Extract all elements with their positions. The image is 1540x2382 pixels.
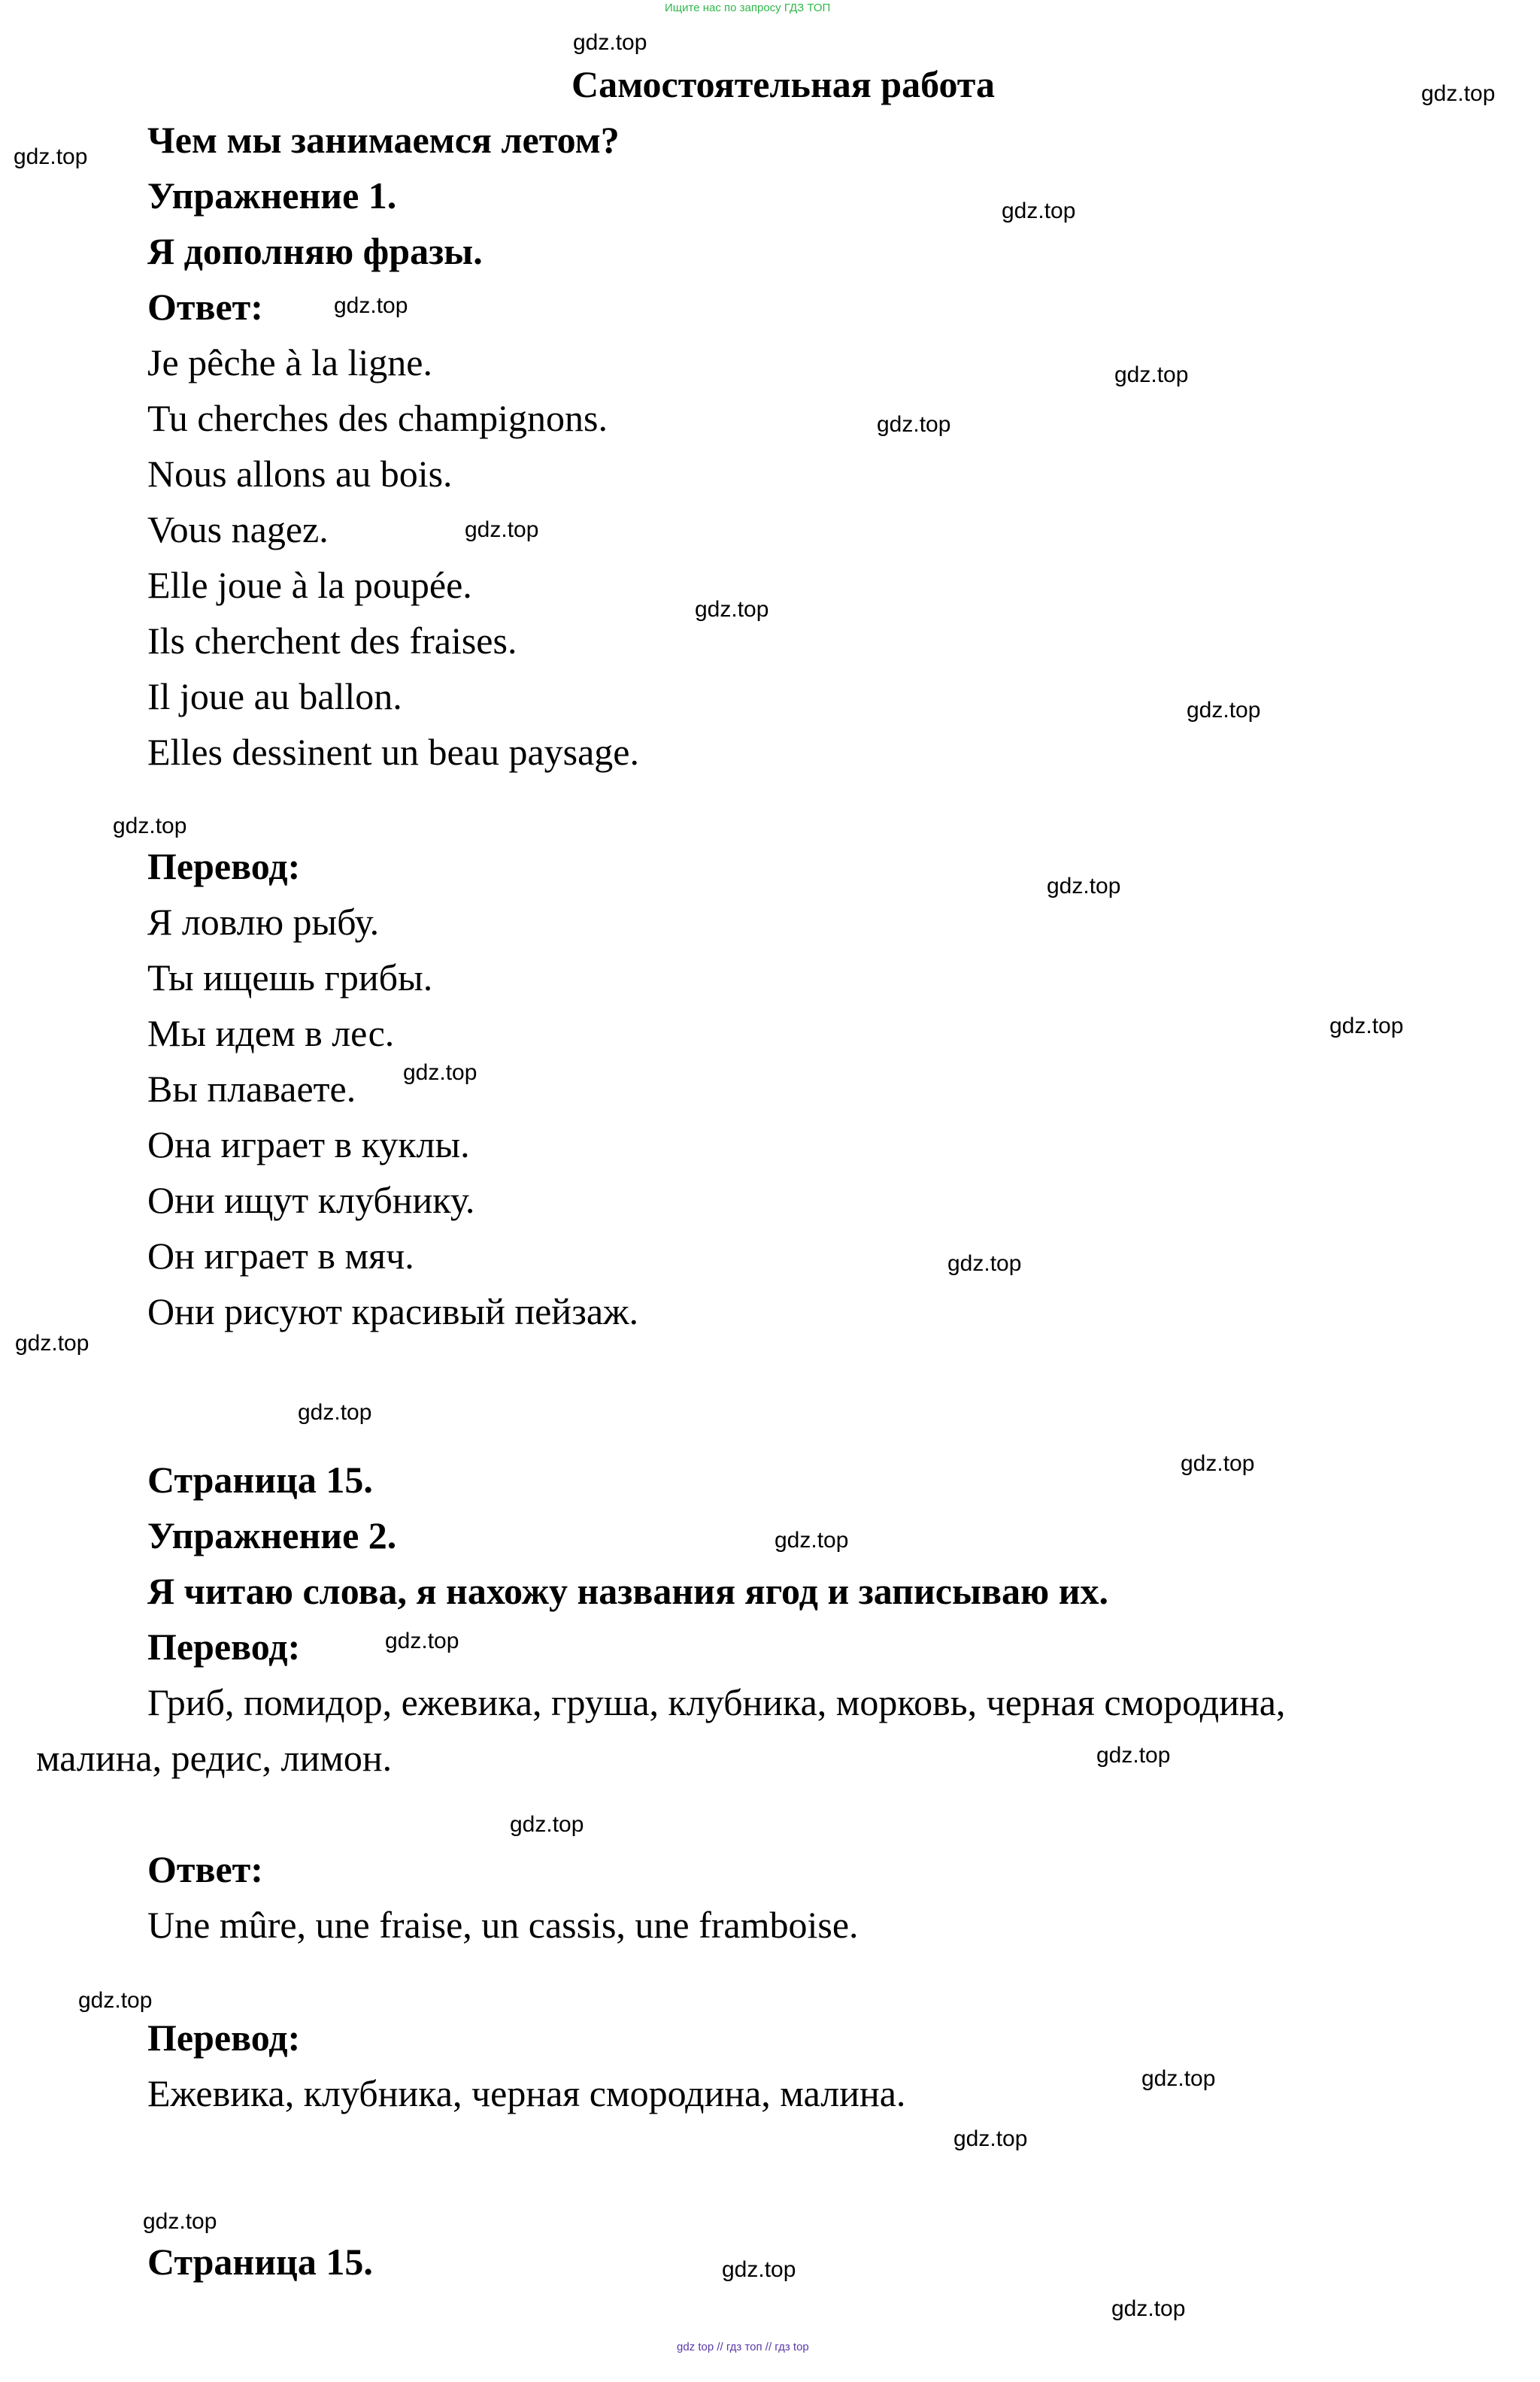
watermark: gdz.top (1002, 198, 1076, 223)
watermark: gdz.top (1096, 1743, 1171, 1768)
translation-line: Ты ищешь грибы. (147, 956, 433, 999)
translation-line: Он играет в мяч. (147, 1235, 414, 1277)
watermark: gdz.top (1187, 698, 1261, 723)
watermark: gdz.top (465, 517, 539, 542)
watermark: gdz.top (775, 1528, 849, 1553)
exercise1-translation-label: Перевод: (147, 845, 301, 887)
watermark: gdz.top (1114, 362, 1189, 387)
watermark: gdz.top (385, 1629, 459, 1653)
topic-heading: Чем мы занимаемся летом? (147, 119, 620, 161)
watermark: gdz.top (1181, 1451, 1255, 1476)
answer-line: Il joue au ballon. (147, 675, 402, 717)
watermark: gdz.top (403, 1060, 477, 1085)
exercise2-translation2: Ежевика, клубника, черная смородина, малина. (147, 2072, 906, 2114)
watermark: gdz.top (1141, 2066, 1216, 2091)
exercise2-translation2-label: Перевод: (147, 2017, 301, 2059)
next-page-label: Страница 15. (147, 2241, 373, 2283)
exercise1-task: Я дополняю фразы. (147, 230, 483, 272)
words-line: малина, редис, лимон. (36, 1737, 393, 1779)
page-label: Страница 15. (147, 1459, 373, 1501)
watermark: gdz.top (14, 144, 88, 169)
exercise2-answer: Une mûre, une fraise, un cassis, une framboise. (147, 1904, 859, 1946)
top-banner: Ищите нас по запросу ГДЗ ТОП (665, 2, 831, 14)
translation-line: Они ищут клубнику. (147, 1179, 475, 1221)
translation-line: Они рисуют красивый пейзаж. (147, 1290, 639, 1332)
exercise1-label: Упражнение 1. (147, 174, 397, 217)
answer-line: Ils cherchent des fraises. (147, 620, 517, 662)
answer-line: Vous nagez. (147, 508, 329, 550)
watermark: gdz.top (1111, 2296, 1186, 2321)
watermark: gdz.top (113, 814, 187, 838)
watermark: gdz.top (298, 1400, 372, 1425)
watermark: gdz.top (877, 412, 951, 437)
answer-line: Elle joue à la poupée. (147, 564, 472, 606)
watermark: gdz.top (722, 2257, 796, 2282)
watermark: gdz.top (953, 2126, 1028, 2151)
watermark: gdz.top (1329, 1014, 1404, 1038)
exercise2-label: Упражнение 2. (147, 1514, 397, 1556)
watermark: gdz.top (573, 30, 647, 55)
watermark: gdz.top (78, 1988, 153, 2013)
answer-line: Je pêche à la ligne. (147, 341, 432, 383)
exercise1-answer-label: Ответ: (147, 286, 263, 328)
words-line: Гриб, помидор, ежевика, груша, клубника, морковь, черная смородина, (147, 1681, 1286, 1723)
answer-line: Tu cherches des champignons. (147, 397, 608, 439)
watermark: gdz.top (510, 1812, 584, 1837)
page-title: Самостоятельная работа (571, 63, 995, 105)
translation-line: Я ловлю рыбу. (147, 901, 380, 943)
watermark: gdz.top (695, 597, 769, 622)
watermark: gdz.top (143, 2209, 217, 2234)
translation-line: Вы плаваете. (147, 1068, 356, 1110)
footer-banner: gdz top // гдз топ // гдз top (677, 2341, 809, 2353)
exercise2-translation-label: Перевод: (147, 1626, 301, 1668)
answer-line: Nous allons au bois. (147, 453, 453, 495)
watermark: gdz.top (947, 1251, 1022, 1276)
watermark: gdz.top (15, 1331, 89, 1356)
exercise2-task: Я читаю слова, я нахожу названия ягод и записываю их. (147, 1570, 1109, 1612)
watermark: gdz.top (1421, 81, 1496, 106)
translation-line: Она играет в куклы. (147, 1123, 470, 1165)
watermark: gdz.top (1047, 874, 1121, 899)
exercise2-answer-label: Ответ: (147, 1848, 263, 1890)
answer-line: Elles dessinent un beau paysage. (147, 731, 639, 773)
watermark: gdz.top (334, 293, 408, 318)
translation-line: Мы идем в лес. (147, 1012, 395, 1054)
